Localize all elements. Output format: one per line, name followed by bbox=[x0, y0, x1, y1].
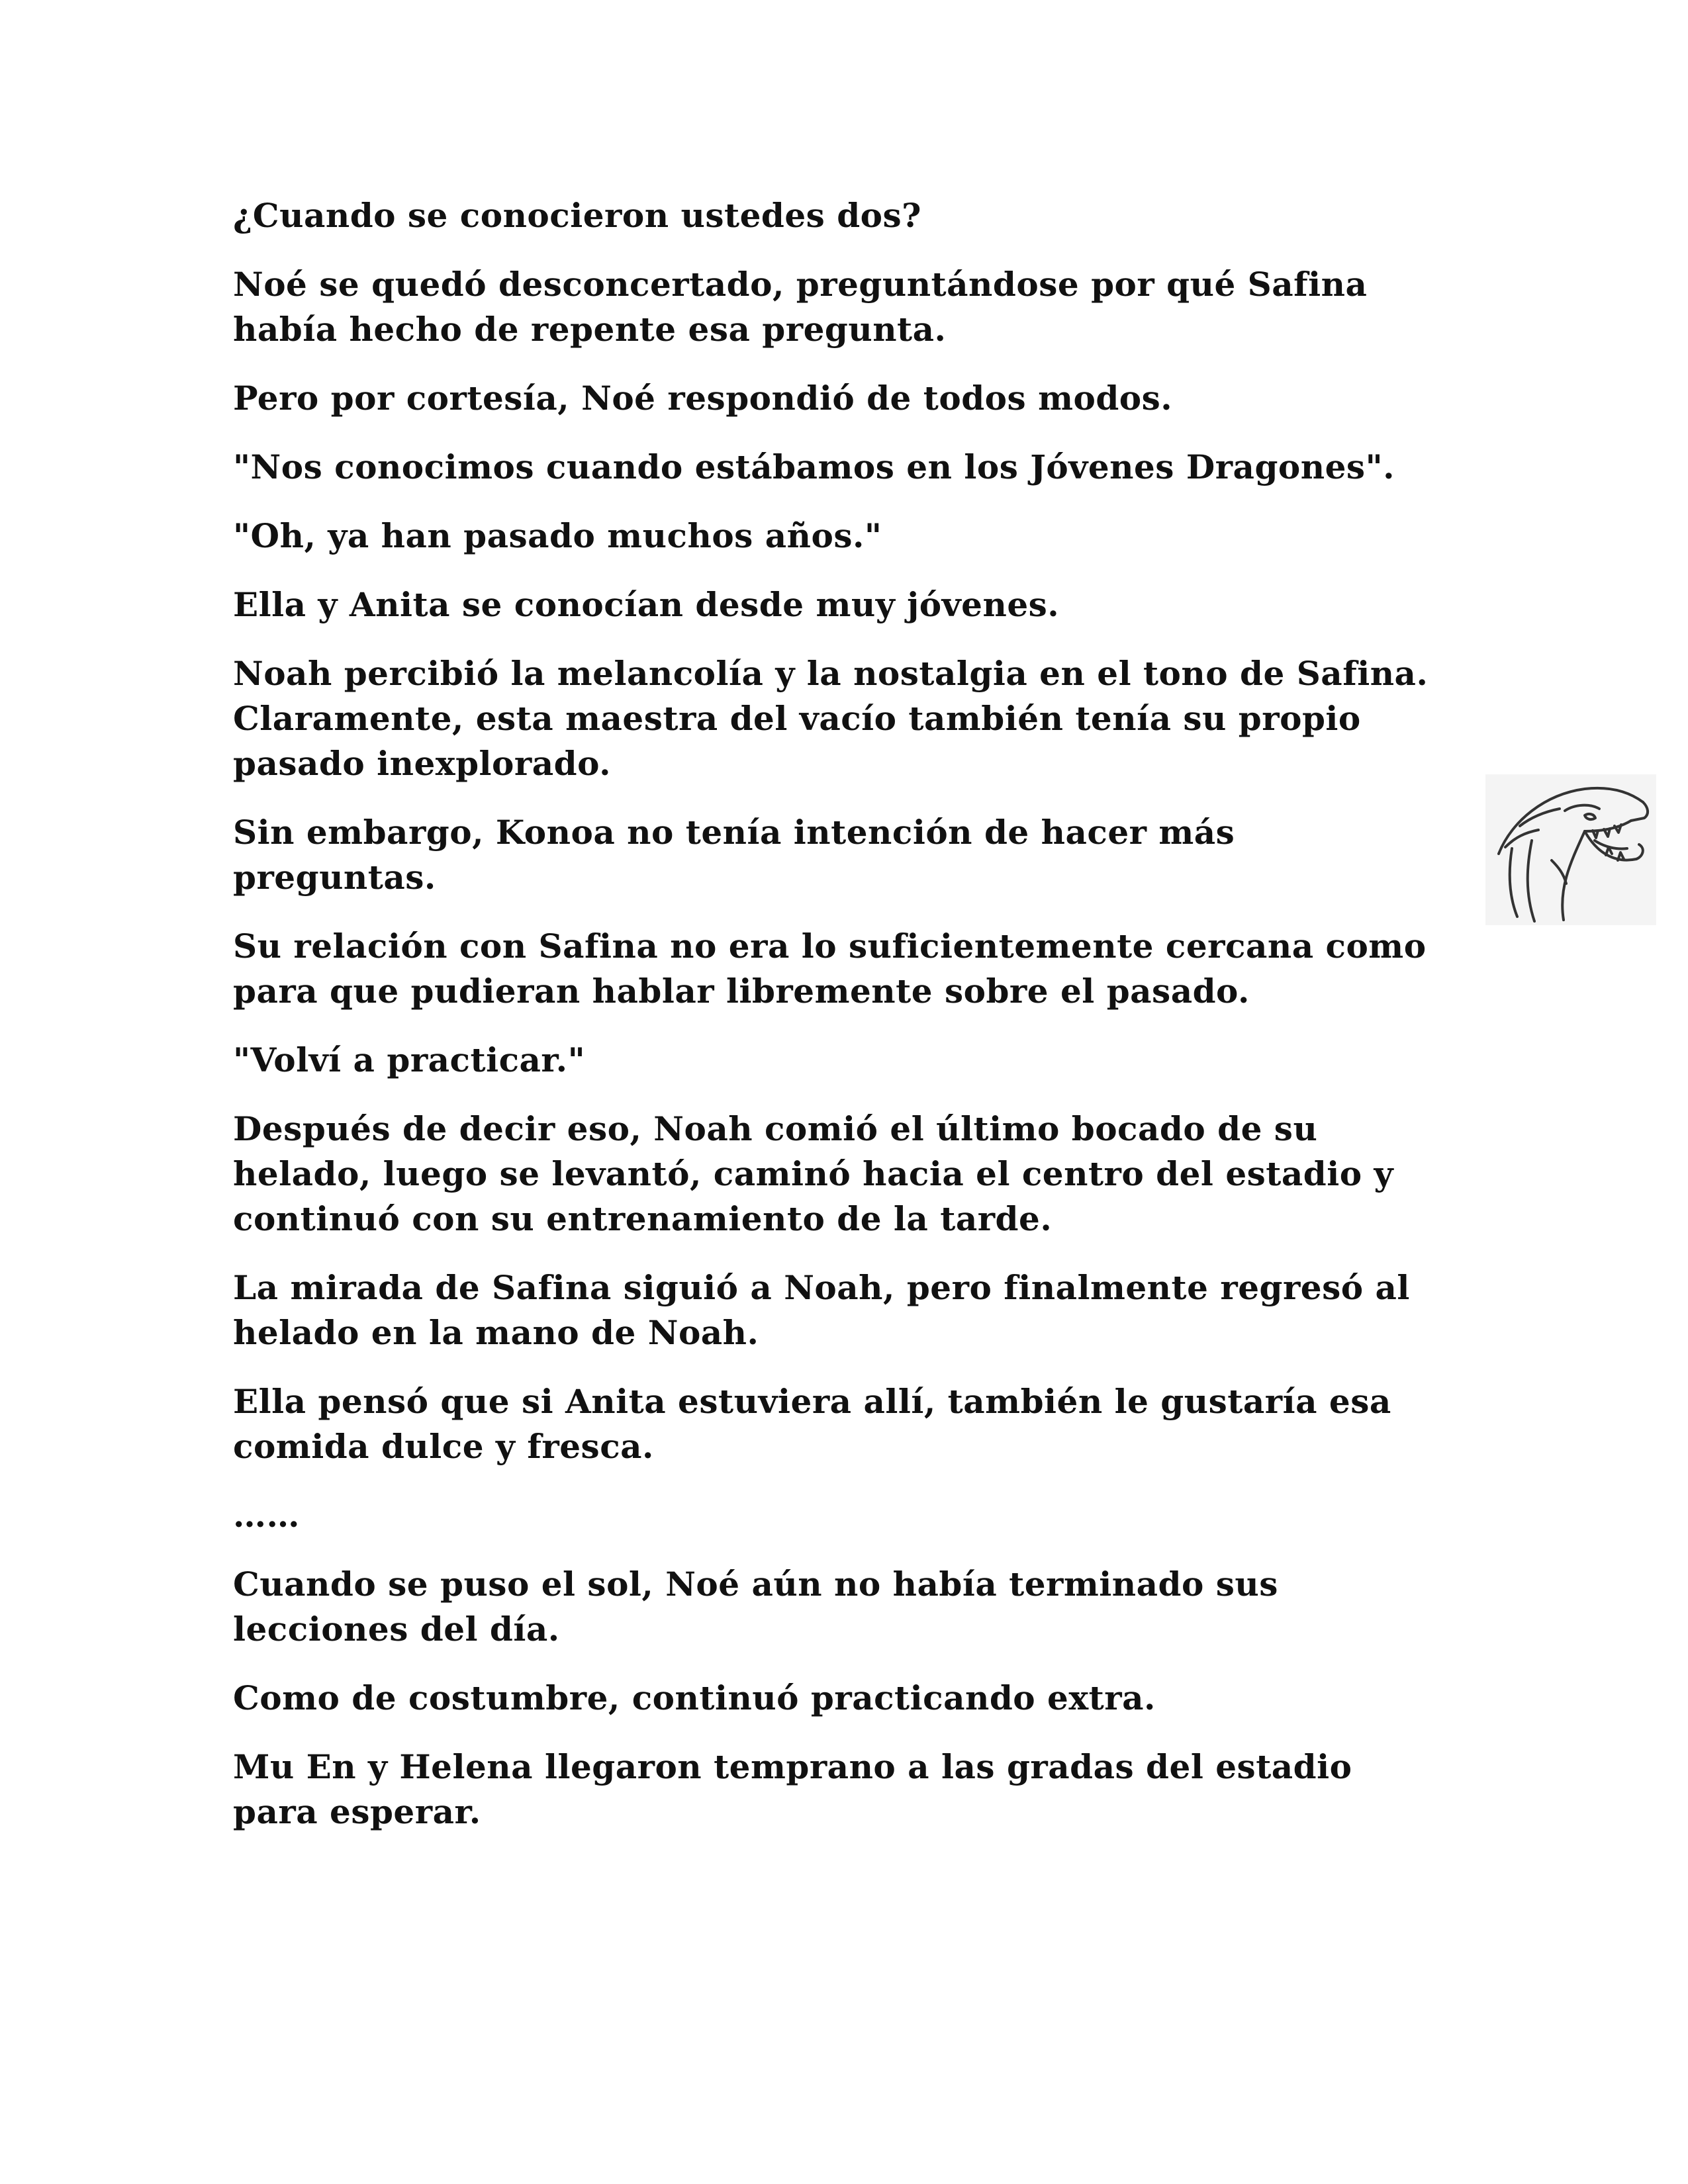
paragraph: Pero por cortesía, Noé respondió de todos modos. bbox=[233, 379, 1173, 418]
paragraph: Mu En y Helena llegaron temprano a las gradas del estadio para esperar. bbox=[233, 1747, 1352, 1831]
paragraph: "Oh, ya han pasado muchos años." bbox=[233, 516, 882, 555]
paragraph: ¿Cuando se conocieron ustedes dos? bbox=[233, 196, 921, 235]
paragraph: Noé se quedó desconcertado, preguntándose por qué Safina había hecho de repente esa pregunta. bbox=[233, 265, 1368, 349]
paragraph: Sin embargo, Konoa no tenía intención de hacer más preguntas. bbox=[233, 813, 1235, 897]
paragraph: La mirada de Safina siguió a Noah, pero finalmente regresó al helado en la mano de Noah. bbox=[233, 1268, 1410, 1352]
paragraph: Su relación con Safina no era lo suficientemente cercana como para que pudieran hablar libremente sobre el pasado. bbox=[233, 927, 1427, 1011]
paragraph: Como de costumbre, continuó practicando extra. bbox=[233, 1678, 1156, 1717]
paragraph: Noah percibió la melancolía y la nostalgia en el tono de Safina. Claramente, esta maestra del vacío también tenía su propio pasado inexplorado. bbox=[233, 654, 1429, 783]
paragraph: Después de decir eso, Noah comió el último bocado de su helado, luego se levantó, caminó hacia el centro del estadio y continuó con su entrenamiento de la tarde. bbox=[233, 1109, 1394, 1238]
section-break: …… bbox=[233, 1496, 300, 1535]
paragraph: "Nos conocimos cuando estábamos en los Jóvenes Dragones". bbox=[233, 447, 1395, 486]
paragraph: Ella pensó que si Anita estuviera allí, también le gustaría esa comida dulce y fresca. bbox=[233, 1382, 1391, 1466]
paragraph: Cuando se puso el sol, Noé aún no había terminado sus lecciones del día. bbox=[233, 1565, 1278, 1649]
paragraph: Ella y Anita se conocían desde muy jóvenes. bbox=[233, 585, 1060, 624]
body-text bbox=[233, 193, 1451, 1858]
dragon-head-icon bbox=[1485, 774, 1656, 925]
paragraph: "Volví a practicar." bbox=[233, 1040, 586, 1079]
